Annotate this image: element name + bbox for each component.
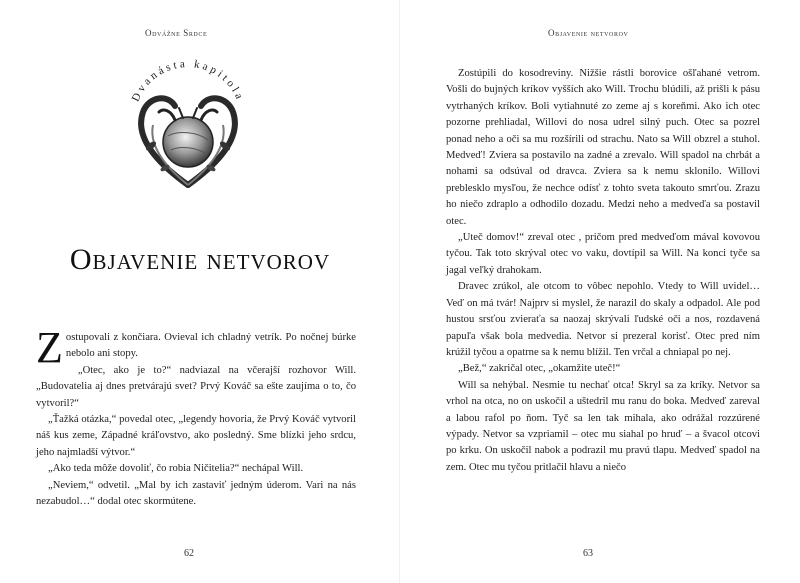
paragraph: „Bež,“ zakričal otec, „okamžite uteč!“: [458, 363, 621, 375]
emblem-arc-text: Dvanásta kapitola: [129, 57, 247, 104]
paragraph-text: ostupovali z končiara. Ovieval ich chladný vetrík. Po nočnej búrke nebolo ani stopy.: [65, 332, 356, 360]
paragraph: „Uteč domov!“ zreval otec , pričom pred medveďom mával kovovou tyčou. Tak toto skrýval otec vo vaku, dovtípil sa Will. Na konci tyče sa jagal veľký drahokam.: [446, 232, 760, 276]
paragraph: „Neviem,“ odvetil. „Mal by ich zastaviť jedným úderom. Vari na nás nezabudol…“ dodal otec skormútene.: [36, 479, 356, 508]
page-number-left: 62: [184, 548, 194, 559]
right-page: [400, 0, 800, 583]
paragraph: Zostúpili do kosodreviny. Nižšie rástli borovice ošľahané vetrom. Vošli do bujných kríkov vyšších ako Will. Trochu blúdili, až prišli k pásu vytrhaných kríkov. Boli vytiahnuté zo zeme aj s koreňmi. Ako ich otec pozorne prehliadal, Willovi do nosa udrel silný puch. Otec sa pozrel ponad neho a oči sa mu rozšírili od strachu. Nato sa Will obzrel a stuhol. Medveď! Zviera sa postavilo na zadné a zrevalo. Will spadol na chrbát a nohami sa odsúval od dravca. Zviera sa k nemu sklonilo. Willovi preblesklo mysľou, že nechce odísť z tohto sveta takouto smrťou. Zrazu ho niečo zdraplo a odhodilo dozadu. Medzi neho a medveďa sa postavil otec.: [446, 68, 760, 227]
paragraph: [36, 323, 356, 372]
page-number-right: 63: [583, 548, 593, 559]
paragraph: „Ťažká otázka,“ povedal otec, „legendy hovoria, že Prvý Kováč vytvoril náš kus zeme, Západné kráľovstvo, ako posledný. Sme blízki jeho srdcu, jeho najmladší výtvor.“: [36, 414, 356, 458]
left-body-text: [36, 323, 356, 510]
drop-cap: Z: [36, 323, 63, 372]
right-body-text: [446, 66, 760, 476]
paragraph: „Otec, ako je to?“ nadviazal na včerajší rozhovor Will. „Budovatelia aj dnes pretvárajú svet? Prvý Kováč sa ešte zaujíma o to, čo vytvoril?“: [36, 364, 356, 409]
running-head-left: Odvážne Srdce: [145, 28, 208, 38]
svg-text:Dvanásta kapitola: [130, 58, 247, 104]
paragraph: Will sa nehýbal. Nesmie tu nechať otca! Skryl sa za kríky. Netvor sa vrhol na otca, no on uskočil a uštedril mu ranu do boka. Medveď zareval a labou rafol po ňom. Tyč sa len tak mihala, ako odrážal rozzúrené výpady. Netvor sa vzpriamil – otec mu siahal po hruď – a švacol otcovi po krku. On uskočil nabok a podrazil mu pravú tlapu. Medveď spadol na zem. Otec mu tyčou pritlačil hlavu a niečo: [446, 379, 760, 473]
paragraph: Dravec zrúkol, ale otcom to vôbec nepohlo. Vtedy to Will uvidel… Veď on má tvár! Najprv si myslel, že narazil do skaly a odpadol. Ale pod hustou srsťou zvieraťa sa naozaj skrývali ľudské oči a nos, rozdavená papuľa však bola medvedia. Netvor si prezeral korisť. Otec pred ním krúžil tyčou a opatrne sa k nemu blížil. Ten vrčal a chniapal po nej.: [446, 281, 760, 358]
paragraph: „Ako teda môže dovoliť, čo robia Ničitelia?“ nechápal Will.: [48, 463, 304, 475]
chapter-title: Objavenie netvorov: [69, 243, 331, 276]
chapter-emblem-icon: [113, 50, 263, 195]
running-head-right: Objavenie netvorov: [548, 28, 629, 38]
